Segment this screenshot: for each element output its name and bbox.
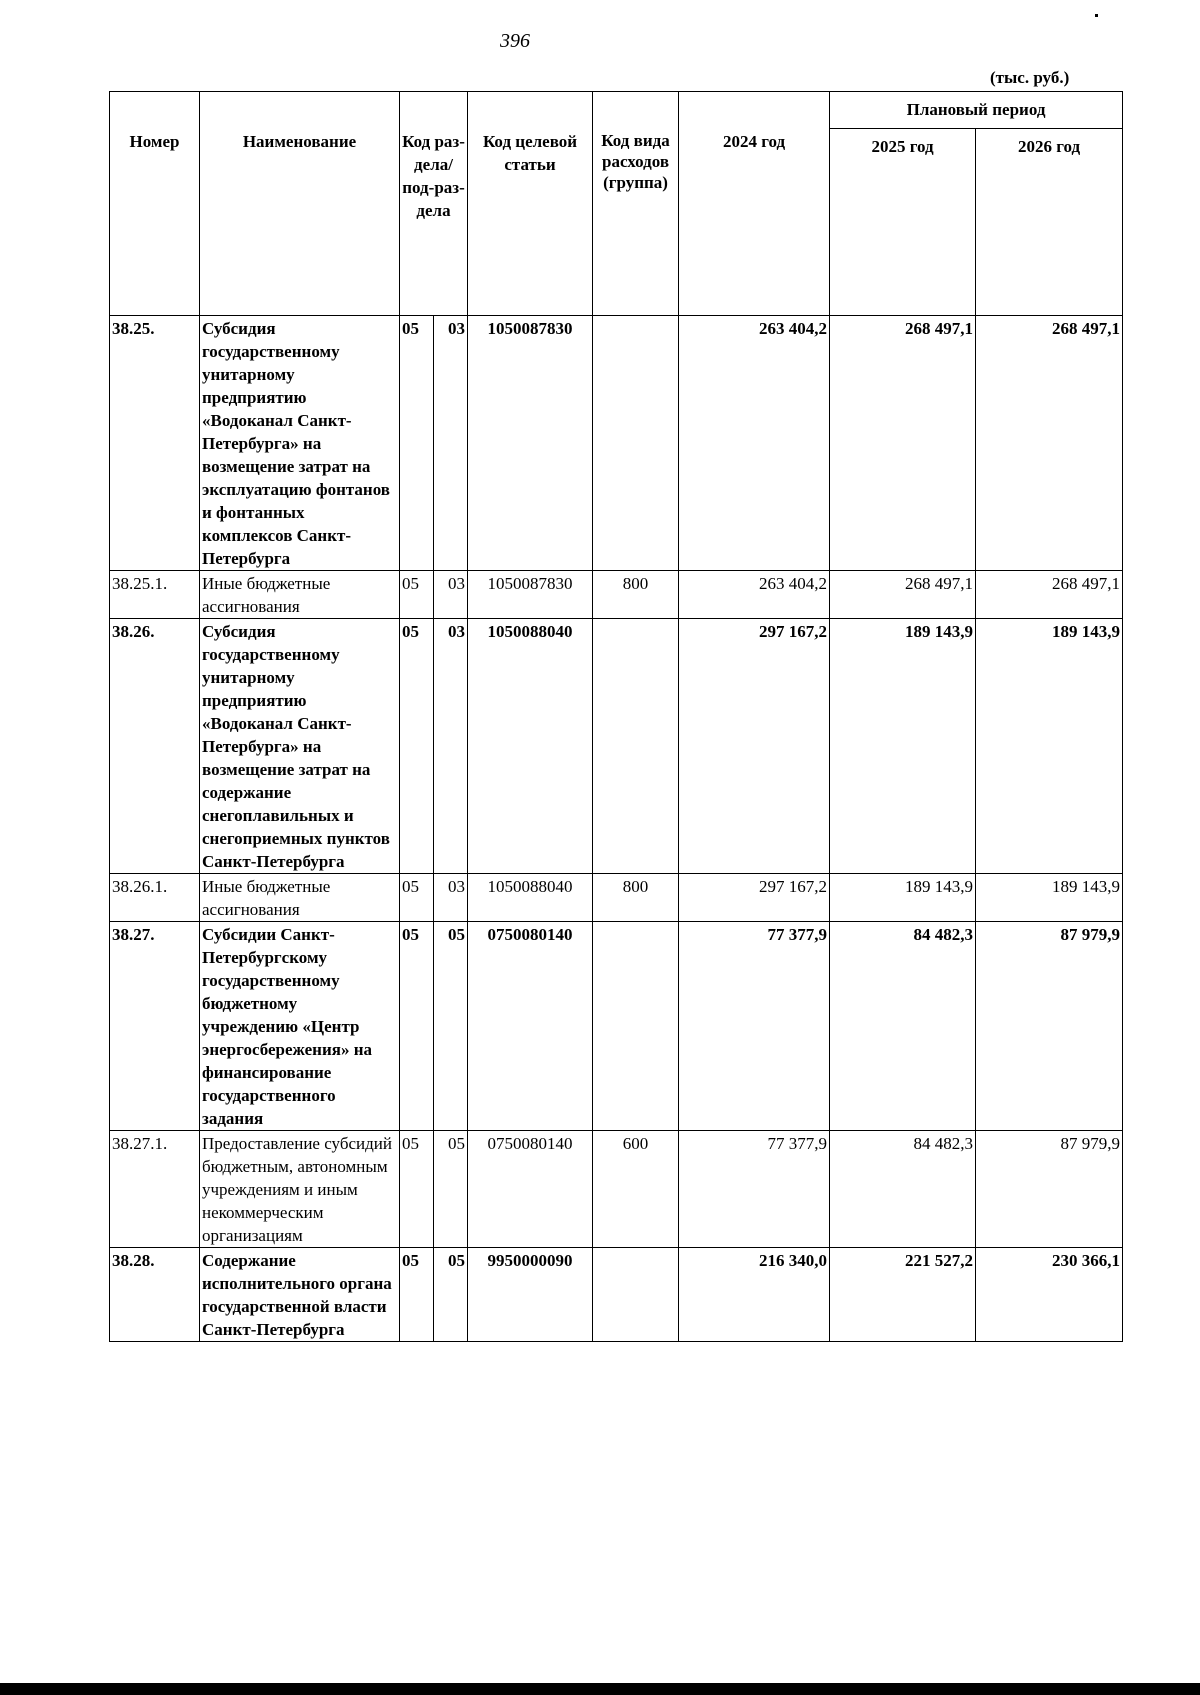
row-amount-2024: 263 404,2 <box>679 316 830 571</box>
table-row <box>110 316 1123 571</box>
table-header-row <box>110 92 1123 129</box>
row-section-code: 05 <box>400 1131 434 1248</box>
row-subsection-code: 05 <box>434 922 468 1131</box>
row-name: Субсидия государственному унитарному предприятию «Водоканал Санкт-Петербурга» на возмещение затрат на содержание снегоплавильных и снегоприемных пунктов Санкт-Петербурга <box>200 619 400 874</box>
row-amount-2026: 189 143,9 <box>976 619 1123 874</box>
row-amount-2026: 87 979,9 <box>976 922 1123 1131</box>
row-expense-type-code <box>593 1248 679 1342</box>
row-amount-2026: 87 979,9 <box>976 1131 1123 1248</box>
row-name: Иные бюджетные ассигнования <box>200 874 400 922</box>
row-name: Иные бюджетные ассигнования <box>200 571 400 619</box>
row-target-code: 1050087830 <box>468 571 593 619</box>
row-subsection-code: 03 <box>434 571 468 619</box>
units-label: (тыс. руб.) <box>990 68 1070 87</box>
row-section-code: 05 <box>400 316 434 571</box>
header-name: Наименование <box>200 92 400 316</box>
row-amount-2024: 297 167,2 <box>679 619 830 874</box>
row-amount-2025: 189 143,9 <box>830 874 976 922</box>
row-amount-2024: 77 377,9 <box>679 1131 830 1248</box>
row-target-code: 1050088040 <box>468 874 593 922</box>
row-amount-2024: 216 340,0 <box>679 1248 830 1342</box>
row-section-code: 05 <box>400 571 434 619</box>
row-subsection-code: 03 <box>434 316 468 571</box>
row-section-code: 05 <box>400 619 434 874</box>
row-subsection-code: 03 <box>434 619 468 874</box>
row-target-code: 1050087830 <box>468 316 593 571</box>
row-number: 38.26.1. <box>110 874 200 922</box>
row-amount-2025: 268 497,1 <box>830 571 976 619</box>
row-amount-2025: 189 143,9 <box>830 619 976 874</box>
header-planned-period: Плановый период <box>830 92 1123 129</box>
row-amount-2025: 84 482,3 <box>830 1131 976 1248</box>
row-amount-2024: 297 167,2 <box>679 874 830 922</box>
table-row <box>110 922 1123 1131</box>
row-name: Субсидии Санкт-Петербургскому государственному бюджетному учреждению «Центр энергосбережения» на финансирование государственного задания <box>200 922 400 1131</box>
row-amount-2026: 268 497,1 <box>976 571 1123 619</box>
header-target: Код целевой статьи <box>468 92 593 316</box>
table-row <box>110 1248 1123 1342</box>
header-2025: 2025 год <box>830 129 976 316</box>
header-expense-type: Код вида расходов (группа) <box>593 92 679 316</box>
row-subsection-code: 05 <box>434 1248 468 1342</box>
row-amount-2026: 230 366,1 <box>976 1248 1123 1342</box>
row-number: 38.26. <box>110 619 200 874</box>
row-amount-2024: 263 404,2 <box>679 571 830 619</box>
row-amount-2026: 268 497,1 <box>976 316 1123 571</box>
row-target-code: 0750080140 <box>468 1131 593 1248</box>
header-section: Код раз-дела/ под-раз-дела <box>400 92 468 316</box>
budget-table <box>109 91 1123 1342</box>
row-number: 38.28. <box>110 1248 200 1342</box>
row-expense-type-code: 800 <box>593 874 679 922</box>
row-section-code: 05 <box>400 922 434 1131</box>
table-row <box>110 619 1123 874</box>
table-row <box>110 1131 1123 1248</box>
row-amount-2024: 77 377,9 <box>679 922 830 1131</box>
table-row <box>110 874 1123 922</box>
table-row <box>110 571 1123 619</box>
row-amount-2025: 84 482,3 <box>830 922 976 1131</box>
header-2024: 2024 год <box>679 92 830 316</box>
row-number: 38.25.1. <box>110 571 200 619</box>
row-target-code: 1050088040 <box>468 619 593 874</box>
row-expense-type-code <box>593 922 679 1131</box>
row-amount-2025: 221 527,2 <box>830 1248 976 1342</box>
row-name: Содержание исполнительного органа государственной власти Санкт-Петербурга <box>200 1248 400 1342</box>
row-subsection-code: 03 <box>434 874 468 922</box>
row-number: 38.25. <box>110 316 200 571</box>
row-number: 38.27.1. <box>110 1131 200 1248</box>
row-number: 38.27. <box>110 922 200 1131</box>
row-target-code: 0750080140 <box>468 922 593 1131</box>
scan-speck <box>1095 14 1098 17</box>
row-amount-2026: 189 143,9 <box>976 874 1123 922</box>
row-expense-type-code: 800 <box>593 571 679 619</box>
table-body <box>110 316 1123 1342</box>
page-number: 396 <box>500 30 530 52</box>
row-amount-2025: 268 497,1 <box>830 316 976 571</box>
row-section-code: 05 <box>400 1248 434 1342</box>
row-target-code: 9950000090 <box>468 1248 593 1342</box>
header-2026: 2026 год <box>976 129 1123 316</box>
row-expense-type-code: 600 <box>593 1131 679 1248</box>
row-expense-type-code <box>593 316 679 571</box>
row-name: Предоставление субсидий бюджетным, автономным учреждениям и иным некоммерческим организациям <box>200 1131 400 1248</box>
row-subsection-code: 05 <box>434 1131 468 1248</box>
row-section-code: 05 <box>400 874 434 922</box>
scan-bottom-edge <box>0 1683 1200 1695</box>
row-expense-type-code <box>593 619 679 874</box>
header-number: Номер <box>110 92 200 316</box>
row-name: Субсидия государственному унитарному предприятию «Водоканал Санкт-Петербурга» на возмещение затрат на эксплуатацию фонтанов и фонтанных комплексов Санкт-Петербурга <box>200 316 400 571</box>
